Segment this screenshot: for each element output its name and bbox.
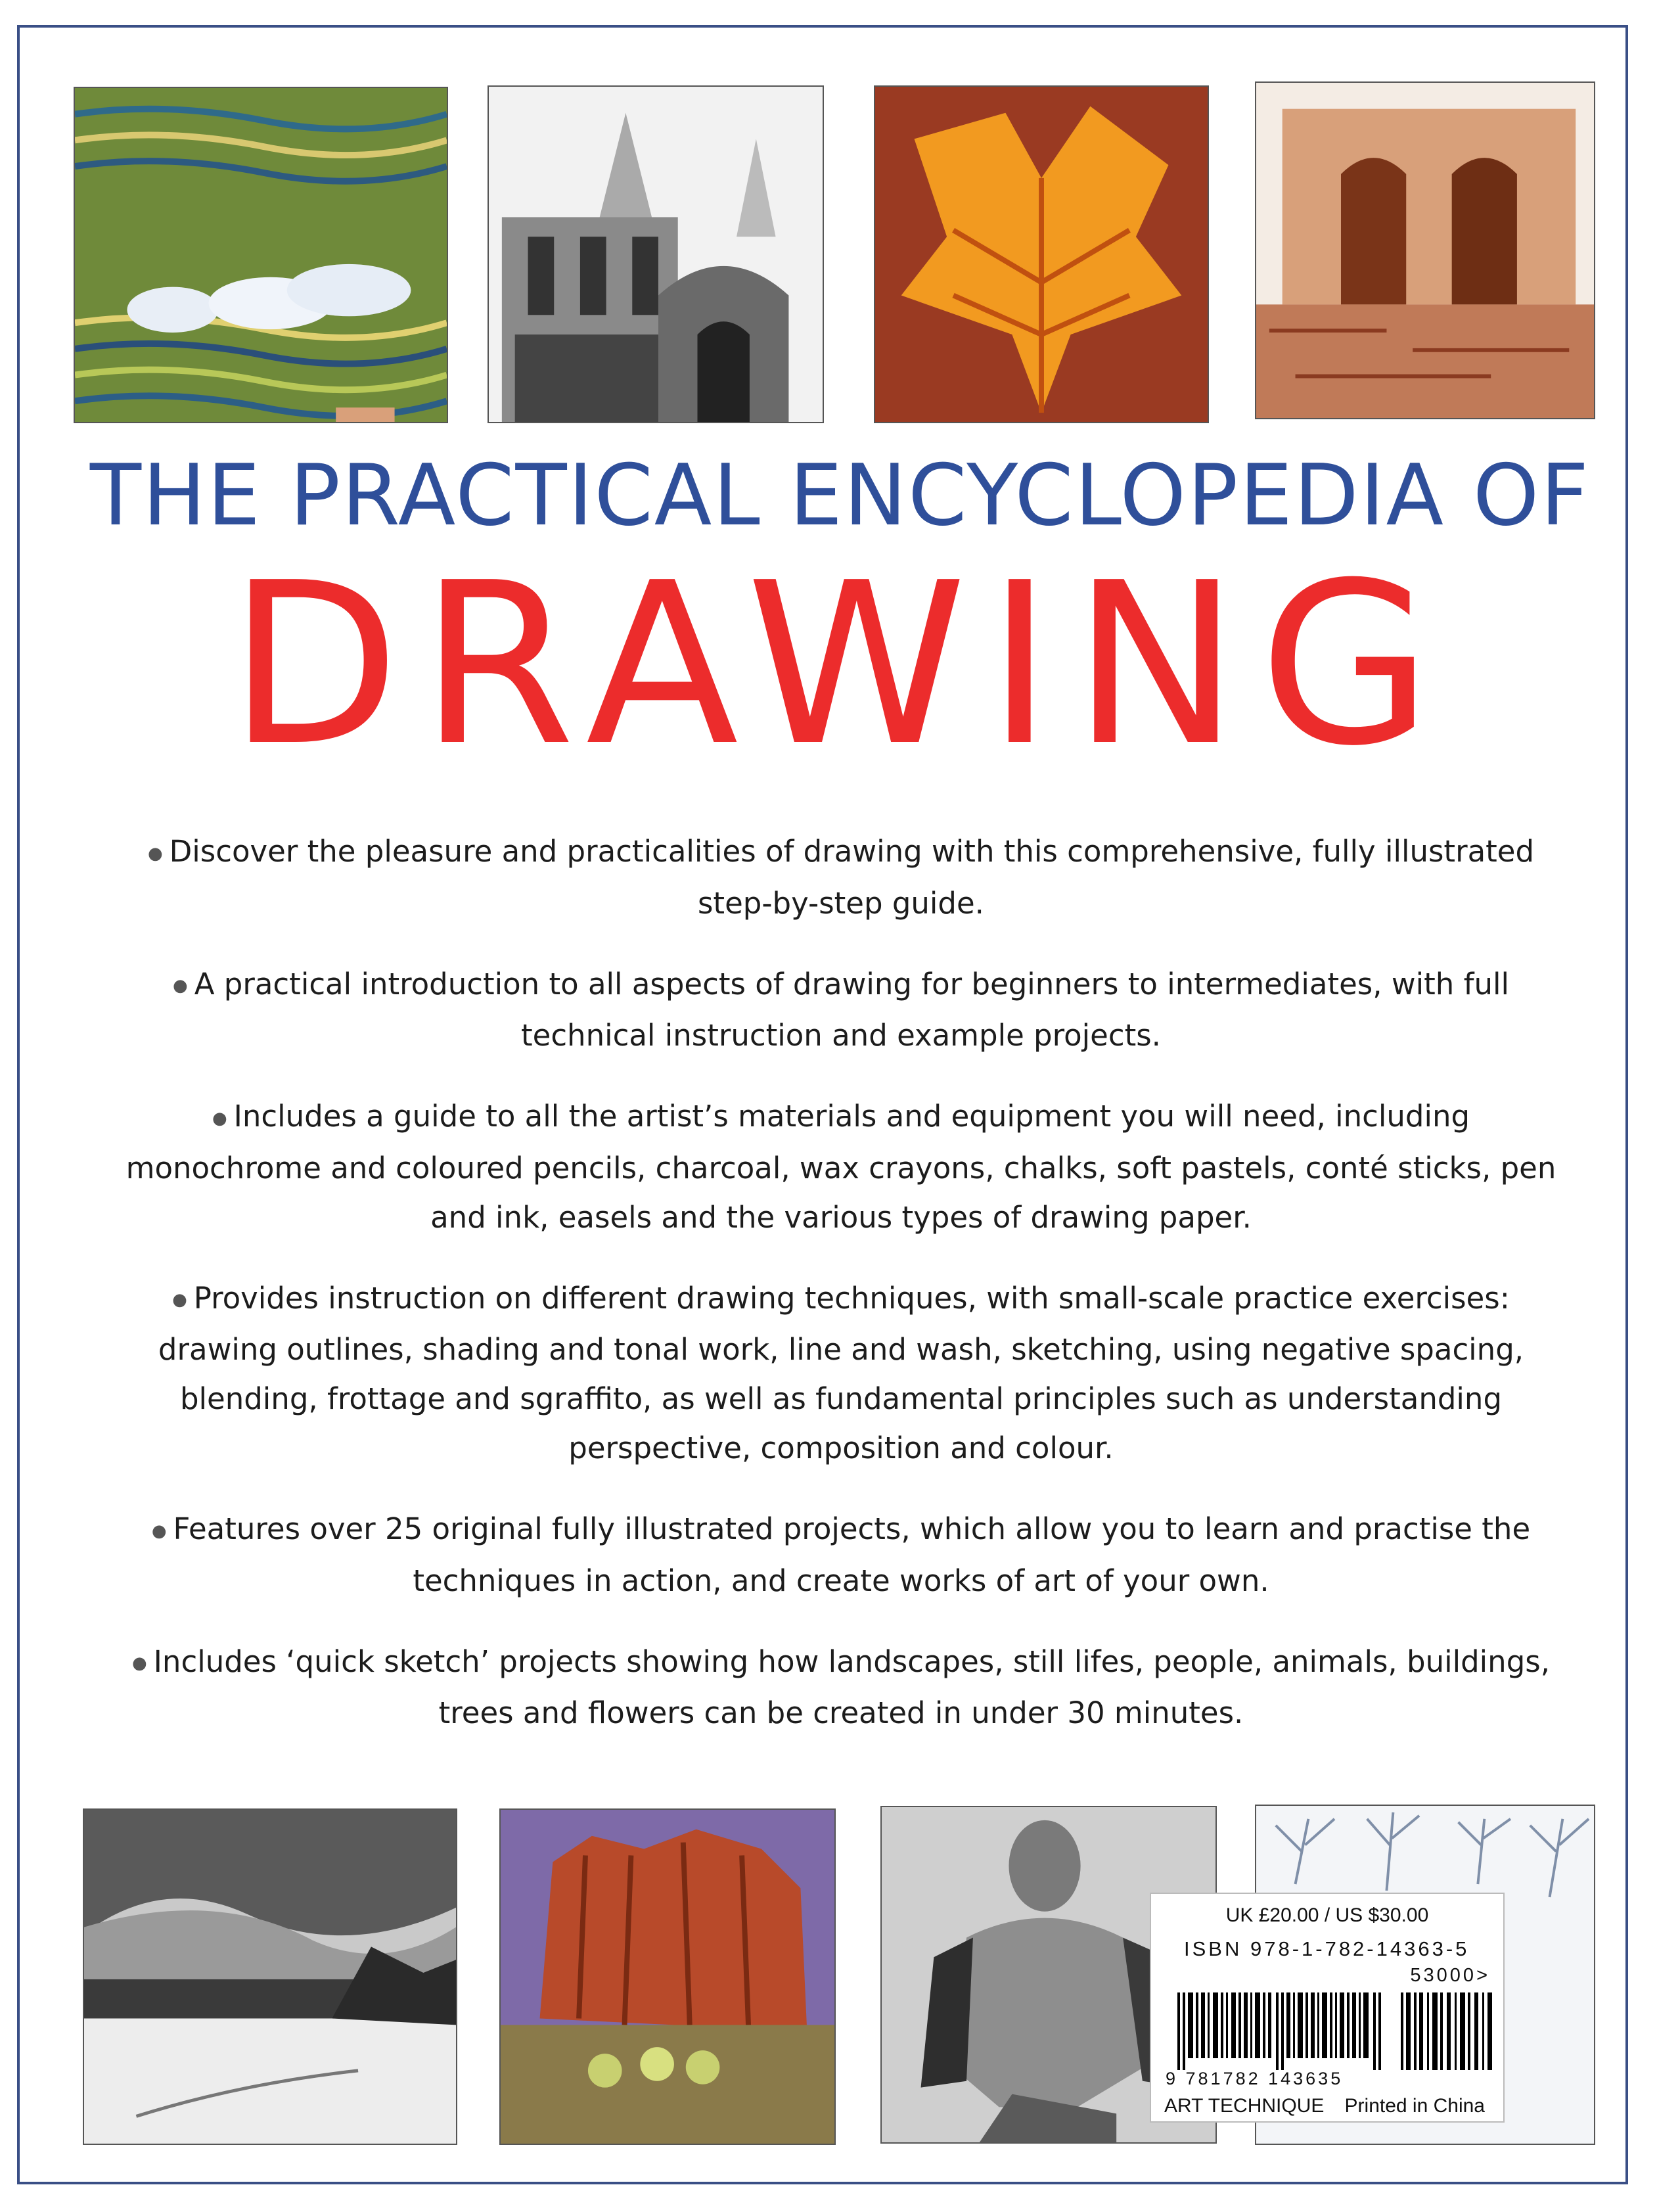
geese-illustration: [74, 87, 448, 423]
barcode-main: [1177, 1992, 1388, 2070]
bullet-icon: ●: [147, 843, 163, 863]
arches-illustration: [1255, 81, 1595, 419]
leaf-illustration: [874, 85, 1209, 423]
isbn-label: ISBN 978-1-782-14363-5: [1184, 1937, 1470, 1960]
list-item: ● Features over 25 original fully illustrated projects, which allow you to learn and practise the techniques in action, and create works of art of your own.: [151, 1511, 1531, 1598]
category-label: ART TECHNIQUE: [1164, 2095, 1325, 2117]
cathedral-illustration: [488, 85, 824, 423]
bullet-icon: ●: [173, 976, 188, 996]
barcode-addon: [1401, 1992, 1496, 2070]
landscape-illustration: [83, 1808, 457, 2145]
description-list: [112, 827, 1570, 1769]
list-item: ● Provides instruction on different drawing techniques, with small-scale practice exercises: drawing outlines, shading and tonal work, line and wash, sketching, using negative spacing, blending, frottage and sgraffito, as well as fundamental principles such as understanding perspective, composition and colour.: [158, 1280, 1524, 1465]
list-item: ● Discover the pleasure and practicalities of drawing with this comprehensive, fully illustrated step-by-step guide.: [147, 834, 1535, 921]
book-title-main: DRAWING: [228, 535, 1452, 795]
barcode-digits: 9 781782 143635: [1166, 2069, 1344, 2088]
red-rocks-illustration: [499, 1808, 836, 2145]
bullet-icon: ●: [131, 1653, 147, 1673]
bullet-icon: ●: [151, 1521, 167, 1541]
bullet-icon: ●: [212, 1108, 227, 1128]
price-label: UK £20.00 / US $30.00: [1225, 1904, 1429, 1926]
list-item: ● Includes a guide to all the artist’s materials and equipment you will need, including monochrome and coloured pencils, charcoal, wax crayons, chalks, soft pastels, conté sticks, pen and ink, easels and the various types of drawing paper.: [125, 1099, 1556, 1235]
price-barcode-sticker: [1150, 1893, 1505, 2123]
list-item: ● A practical introduction to all aspects of drawing for beginners to intermediates, with full technical instruction and example projects.: [173, 966, 1509, 1053]
barcode-addon-digits: 53000>: [1410, 1965, 1490, 1986]
book-title-line1: THE PRACTICAL ENCYCLOPEDIA OF: [89, 447, 1591, 545]
bullet-icon: ●: [172, 1290, 187, 1310]
list-item: ● Includes ‘quick sketch’ projects showing how landscapes, still lifes, people, animals, buildings, trees and flowers can be created in under 30 minutes.: [131, 1644, 1551, 1730]
origin-label: Printed in China: [1344, 2095, 1485, 2117]
